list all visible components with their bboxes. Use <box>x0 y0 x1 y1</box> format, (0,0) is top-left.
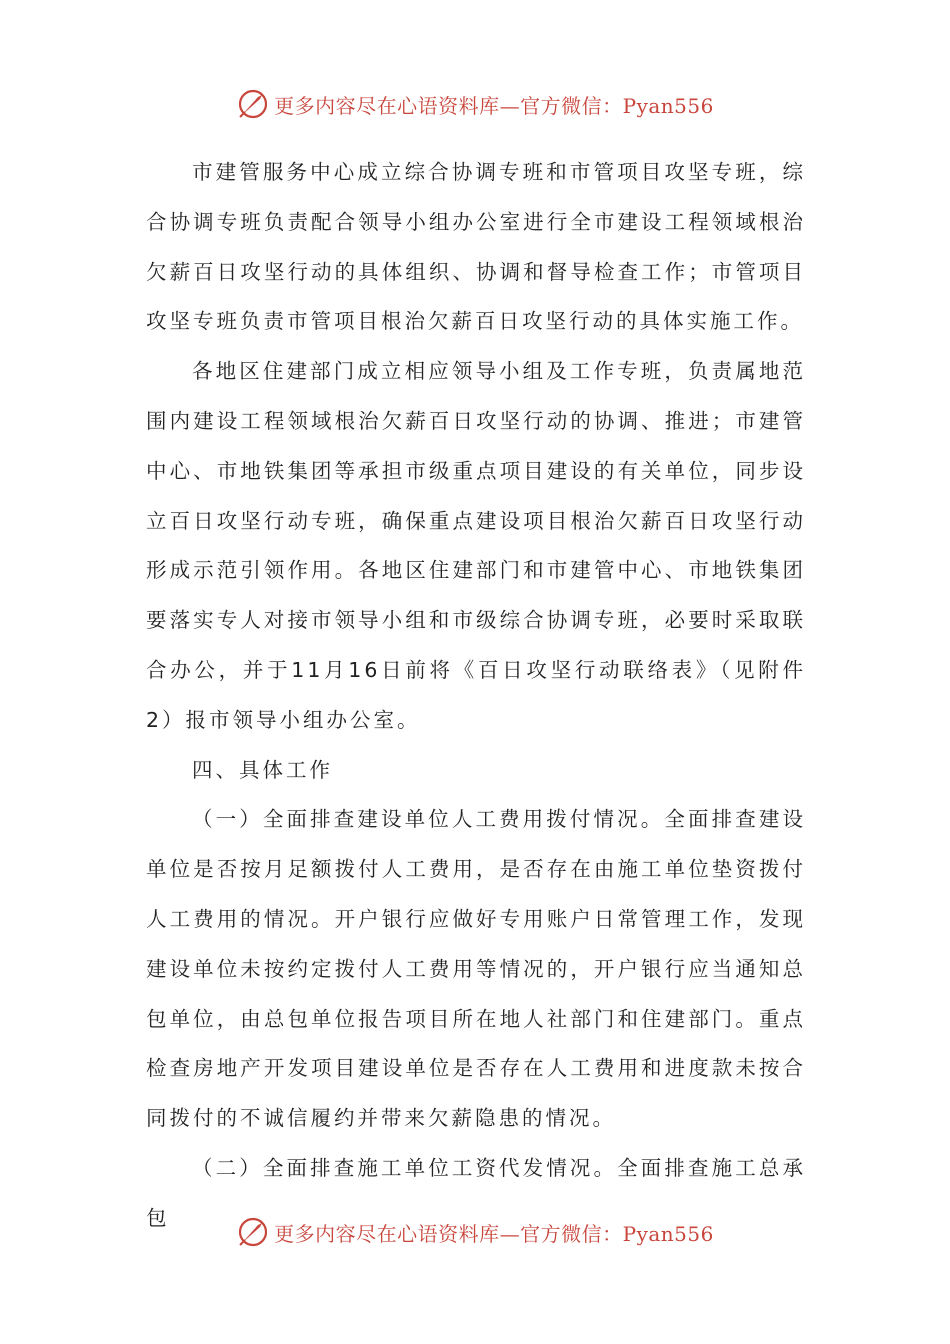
paragraph: 市建管服务中心成立综合协调专班和市管项目攻坚专班，综合协调专班负责配合领导小组办公室进行全市建设工程领域根治欠薪百日攻坚行动的具体组织、协调和督导检查工作；市管项目攻坚专班负责市管项目根治欠薪百日攻坚行动的具体实施工作。 <box>146 160 806 334</box>
footer-watermark-banner <box>0 1212 950 1252</box>
watermark-text: 更多内容尽在心语资料库—官方微信：Pyan556 <box>274 1221 714 1246</box>
section-heading: 四、具体工作 <box>192 757 333 782</box>
paragraph: （二）全面排查施工单位工资代发情况。全面排查施工总承包 <box>146 1155 806 1230</box>
paragraph: 各地区住建部门成立相应领导小组及工作专班，负责属地范围内建设工程领域根治欠薪百日攻坚行动的协调、推进；市建管中心、市地铁集团等承担市级重点项目建设的有关单位，同步设立百日攻坚行动专班，确保重点建设项目根治欠薪百日攻坚行动形成示范引领作用。各地区住建部门和市建管中心、市地铁集团要落实专人对接市领导小组和市级综合协调专班，必要时采取联合办公，并于11月16日前将《百日攻坚行动联络表》（见附件2）报市领导小组办公室。 <box>146 359 806 732</box>
pen-nib-logo-icon <box>236 87 270 121</box>
document-body <box>146 148 806 1244</box>
watermark-text: 更多内容尽在心语资料库—官方微信：Pyan556 <box>274 93 714 118</box>
header-watermark-banner <box>0 84 950 124</box>
paragraph: （一）全面排查建设单位人工费用拨付情况。全面排查建设单位是否按月足额拨付人工费用，是否存在由施工单位垫资拨付人工费用的情况。开户银行应做好专用账户日常管理工作，发现建设单位未按约定拨付人工费用等情况的，开户银行应当通知总包单位，由总包单位报告项目所在地人社部门和住建部门。重点检查房地产开发项目建设单位是否存在人工费用和进度款未按合同拨付的不诚信履约并带来欠薪隐患的情况。 <box>146 807 806 1131</box>
pen-nib-logo-icon <box>236 1215 270 1249</box>
